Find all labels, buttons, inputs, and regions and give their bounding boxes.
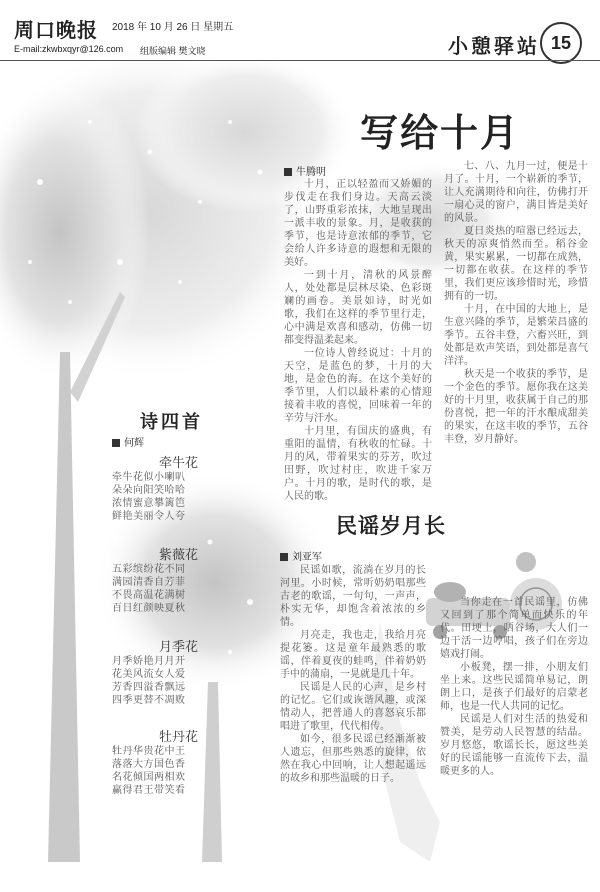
paragraph: 十月，在中国的大地上，是生意兴隆的季节，是繁荣昌盛的季节。五谷丰登，六畜兴旺，到处都是欢声笑语，到处都是喜气洋洋。 xyxy=(444,304,588,367)
poem xyxy=(112,544,198,615)
poems-title: 诗四首 xyxy=(140,412,203,433)
paragraph: 夏日炎热的喧嚣已经远去，秋天的凉爽悄然而至。稻谷金黄，果实累累，一切都在成熟，一切都在收获。在这样的季节里，我们更应该珍惜时光，珍惜拥有的一切。 xyxy=(444,226,588,302)
poem-line: 名花倾国两相欢 xyxy=(112,772,186,783)
poem-line: 鲜艳美丽令人夸 xyxy=(112,511,186,522)
paragraph: 民谣如歌，流淌在岁月的长河里。小时候，常听奶奶唱那些古老的歌谣，一句句，一声声，朴实无华，却饱含着浓浓的乡情。 xyxy=(280,565,426,628)
article-author: 牛腾明 xyxy=(284,163,326,178)
poem-title: 紫薇花 xyxy=(158,548,198,563)
poem-line: 月季娇艳月月开 xyxy=(112,656,186,667)
poem-line: 五彩缤纷花不同 xyxy=(112,564,186,575)
poem-line: 不畏高温花满树 xyxy=(112,590,186,601)
poem-line: 芳香四溢香飘远 xyxy=(112,682,186,693)
poems-author: 何辉 xyxy=(112,434,144,449)
paragraph: 小板凳，摆一排，小朋友们坐上来。这些民谣简单易记，朗朗上口，是孩子们最好的启蒙老师，也是一代人共同的记忆。 xyxy=(440,662,588,712)
poem-line: 花美风流女人爱 xyxy=(112,669,186,680)
poem xyxy=(112,636,198,707)
poem xyxy=(112,452,198,523)
paragraph: 十月里，有国庆的盛典，有重阳的温情，有秋收的忙碌。十月的风，带着果实的芬芳，吹过田野，吹过村庄，吹进千家万户。十月的歌，是时代的歌，是人民的歌。 xyxy=(284,426,432,502)
article-column-2 xyxy=(440,596,588,884)
section-title: 小憩驿站 xyxy=(448,34,540,58)
paragraph: 当你走在一首民谣里，仿佛又回到了那个简单而快乐的年代。田埂上，晒谷场，大人们一边干活一边哼唱，孩子们在旁边嬉戏打闹。 xyxy=(440,597,588,660)
poem-title: 月季花 xyxy=(158,640,198,655)
article-author: 刘亚军 xyxy=(280,548,322,563)
page-number: 15 xyxy=(540,22,582,64)
poem xyxy=(112,726,198,797)
article-title: 民谣岁月长 xyxy=(336,513,446,538)
poem-line: 浓情蜜意攀篱笆 xyxy=(112,498,186,509)
paragraph: 七、八、九月一过，便是十月了。十月，一个崭新的季节，让人充满期待和向往，仿佛打开一扇心灵的窗户，满目皆是美好的风景。 xyxy=(444,161,588,224)
poem-line: 满园清香自芳菲 xyxy=(112,577,186,588)
date-line: 2018 年 10 月 26 日 星期五 xyxy=(112,22,234,33)
paragraph: 十月，正以轻盈而又娇媚的步伐走在我们身边。天高云淡了，山野重彩浓抹，大地呈现出一派丰收的景象。月，是收获的季节，也是诗意浓郁的季节，它会给人许多诗意的遐想和无限的美好。 xyxy=(284,179,432,268)
poem-line: 赢得君王带笑看 xyxy=(112,785,186,796)
editors: 组版编辑 樊文晓 xyxy=(140,46,206,56)
poem-line: 四季更替不凋败 xyxy=(112,695,186,706)
paragraph: 民谣是人民的心声，是乡村的记忆。它们或诙谐风趣，或深情动人，把普通人的喜怒哀乐都唱进了歌里，代代相传。 xyxy=(280,682,426,732)
email: E-mail:zkwbxqyr@126.com xyxy=(14,44,124,54)
poem-line: 朵朵向阳笑哈哈 xyxy=(112,485,186,496)
paper-name: 周口晚报 xyxy=(14,18,98,42)
article-title: 写给十月 xyxy=(360,110,521,155)
poem-line: 牡丹华贵花中王 xyxy=(112,746,186,757)
poem-line: 牵牛花似小喇叭 xyxy=(112,472,186,483)
paragraph: 月亮走，我也走，我给月亮提花篓。这是童年最熟悉的歌谣，伴着夏夜的蛙鸣，伴着奶奶手中的蒲扇，一晃就是几十年。 xyxy=(280,630,426,680)
poem-title: 牡丹花 xyxy=(158,730,198,745)
paragraph: 一位诗人曾经说过：十月的天空，是蓝色的梦，十月的大地，是金色的海。在这个美好的季节里，人们以最朴素的心情迎接着丰收的喜悦，回味着一年的辛劳与汗水。 xyxy=(284,348,432,424)
article-column-1 xyxy=(284,178,432,502)
article-column-2 xyxy=(444,160,588,500)
paragraph: 秋天是一个收获的季节，是一个金色的季节。愿你我在这美好的十月里，收获属于自己的那份喜悦，把一年的汗水酿成甜美的果实，在这丰收的季节，五谷丰登，岁月静好。 xyxy=(444,369,588,445)
paragraph: 如今，很多民谣已经渐渐被人遗忘，但那些熟悉的旋律，依然在我心中回响，让人想起遥远的故乡和那些温暖的日子。 xyxy=(280,734,426,784)
header-divider xyxy=(0,60,600,61)
article-column-1 xyxy=(280,564,426,884)
poem-line: 落落大方国色香 xyxy=(112,759,186,770)
poem-line: 百日红颜映夏秋 xyxy=(112,603,186,614)
poem-title: 牵牛花 xyxy=(158,456,198,471)
paragraph: 一到十月，清秋的风景醉人，处处都是层林尽染、色彩斑斓的画卷。美景如诗，时光如歌，我们在这样的季节里行走，心中满是欢喜和感动，仿佛一切都变得温柔起来。 xyxy=(284,270,432,346)
paragraph: 民谣是人们对生活的热爱和赞美，是劳动人民智慧的结晶。岁月悠悠，歌谣长长，愿这些美好的民谣能够一直流传下去，温暖更多的人。 xyxy=(440,714,588,777)
